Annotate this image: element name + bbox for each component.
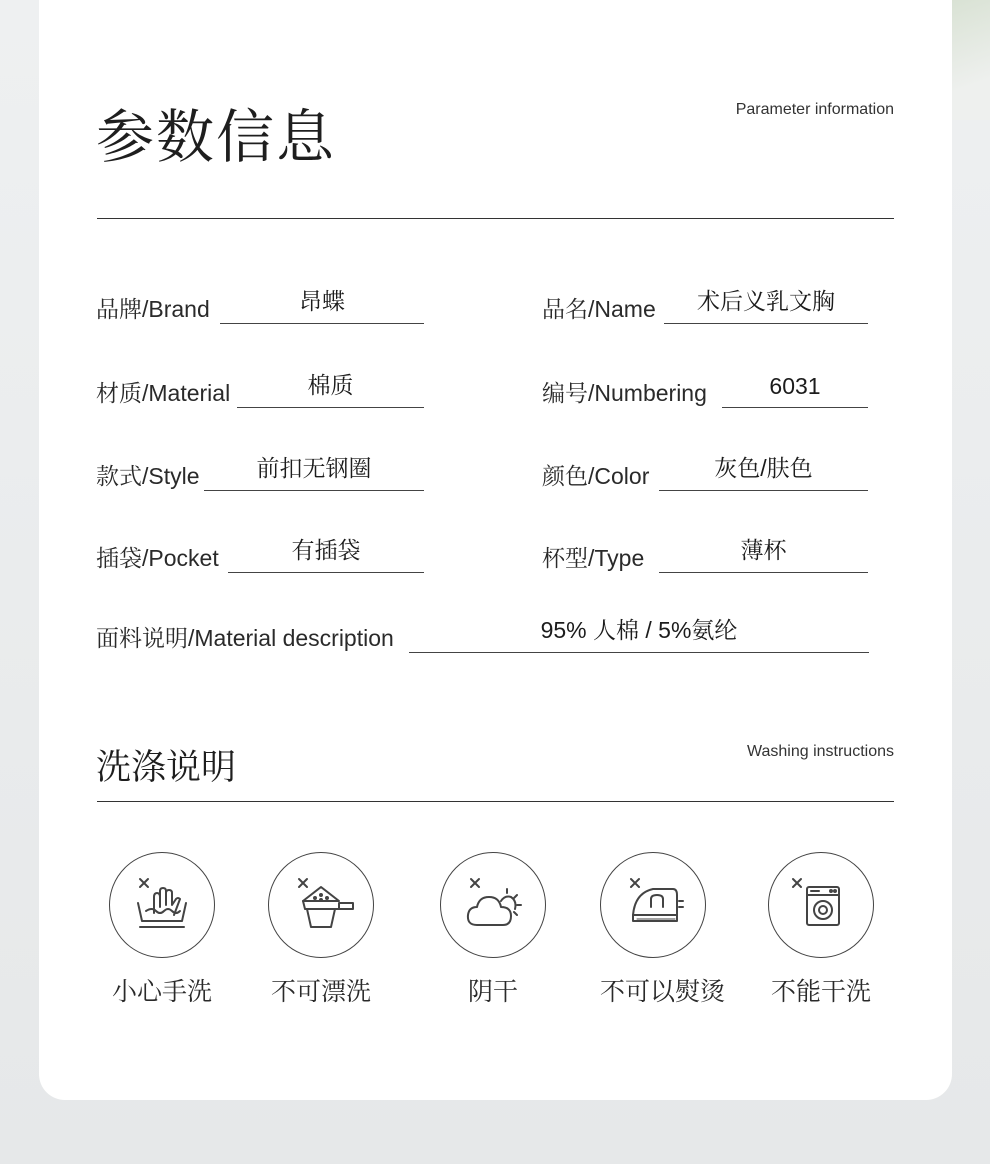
field-style-underline — [204, 490, 424, 491]
field-name — [542, 290, 868, 324]
wash-label-no-dry-clean: 不能干洗 — [770, 978, 871, 1006]
wash-item-shade-dry — [440, 852, 546, 958]
page-subtitle: Parameter information — [735, 101, 894, 118]
field-name-label: 品名/Name — [542, 296, 656, 322]
wash-label-no-iron: 不可以熨烫 — [600, 978, 726, 1006]
wash-item-no-iron — [600, 852, 706, 958]
field-description-underline — [409, 652, 869, 653]
wash-label-shade-dry: 阴干 — [467, 978, 518, 1006]
field-name-underline — [664, 323, 868, 324]
field-brand-value: 昂蝶 — [299, 288, 345, 314]
field-pocket — [96, 539, 424, 573]
wash-item-no-bleach — [268, 852, 374, 958]
field-pocket-underline — [228, 572, 424, 573]
field-pocket-label: 插袋/Pocket — [96, 545, 219, 571]
field-numbering-underline — [722, 407, 868, 408]
field-style-label: 款式/Style — [96, 463, 200, 489]
hand-wash-icon — [109, 852, 215, 958]
field-style-value: 前扣无钢圈 — [256, 455, 372, 481]
field-type-value: 薄杯 — [740, 537, 787, 563]
field-color — [542, 457, 868, 491]
field-pocket-value: 有插袋 — [291, 537, 361, 563]
page-title: 参数信息 — [96, 105, 337, 170]
field-type — [542, 539, 868, 573]
wash-label-hand-wash: 小心手洗 — [111, 978, 212, 1006]
no-dry-clean-icon — [768, 852, 874, 958]
field-material — [96, 374, 424, 408]
no-iron-icon — [600, 852, 706, 958]
field-numbering-label: 编号/Numbering — [542, 380, 707, 406]
wash-item-no-dry-clean — [768, 852, 874, 958]
field-material-underline — [237, 407, 424, 408]
field-numbering — [542, 374, 868, 408]
washing-title: 洗涤说明 — [96, 748, 237, 787]
parameter-card — [39, 0, 952, 1100]
shade-dry-icon — [440, 852, 546, 958]
field-color-value: 灰色/肤色 — [714, 455, 813, 481]
field-style — [96, 457, 424, 491]
field-brand-label: 品牌/Brand — [96, 296, 210, 322]
field-description — [96, 619, 869, 653]
field-color-underline — [659, 490, 868, 491]
field-material-label: 材质/Material — [96, 380, 231, 406]
washing-divider — [97, 801, 894, 802]
wash-label-no-bleach: 不可漂洗 — [270, 978, 371, 1006]
no-bleach-icon — [268, 852, 374, 958]
field-material-value: 棉质 — [307, 372, 354, 398]
field-name-value: 术后义乳文胸 — [697, 288, 835, 314]
field-description-label: 面料说明/Material description — [96, 625, 394, 651]
field-numbering-value: 6031 — [769, 373, 821, 399]
background-leaf — [950, 0, 990, 120]
field-brand — [96, 290, 424, 324]
title-divider — [97, 218, 894, 219]
wash-item-hand-wash — [109, 852, 215, 958]
field-type-underline — [659, 572, 868, 573]
field-description-value: 95% 人棉 / 5%氨纶 — [540, 617, 738, 643]
field-type-label: 杯型/Type — [542, 545, 645, 571]
washing-subtitle: Washing instructions — [746, 743, 894, 760]
field-color-label: 颜色/Color — [542, 463, 650, 489]
field-brand-underline — [220, 323, 424, 324]
